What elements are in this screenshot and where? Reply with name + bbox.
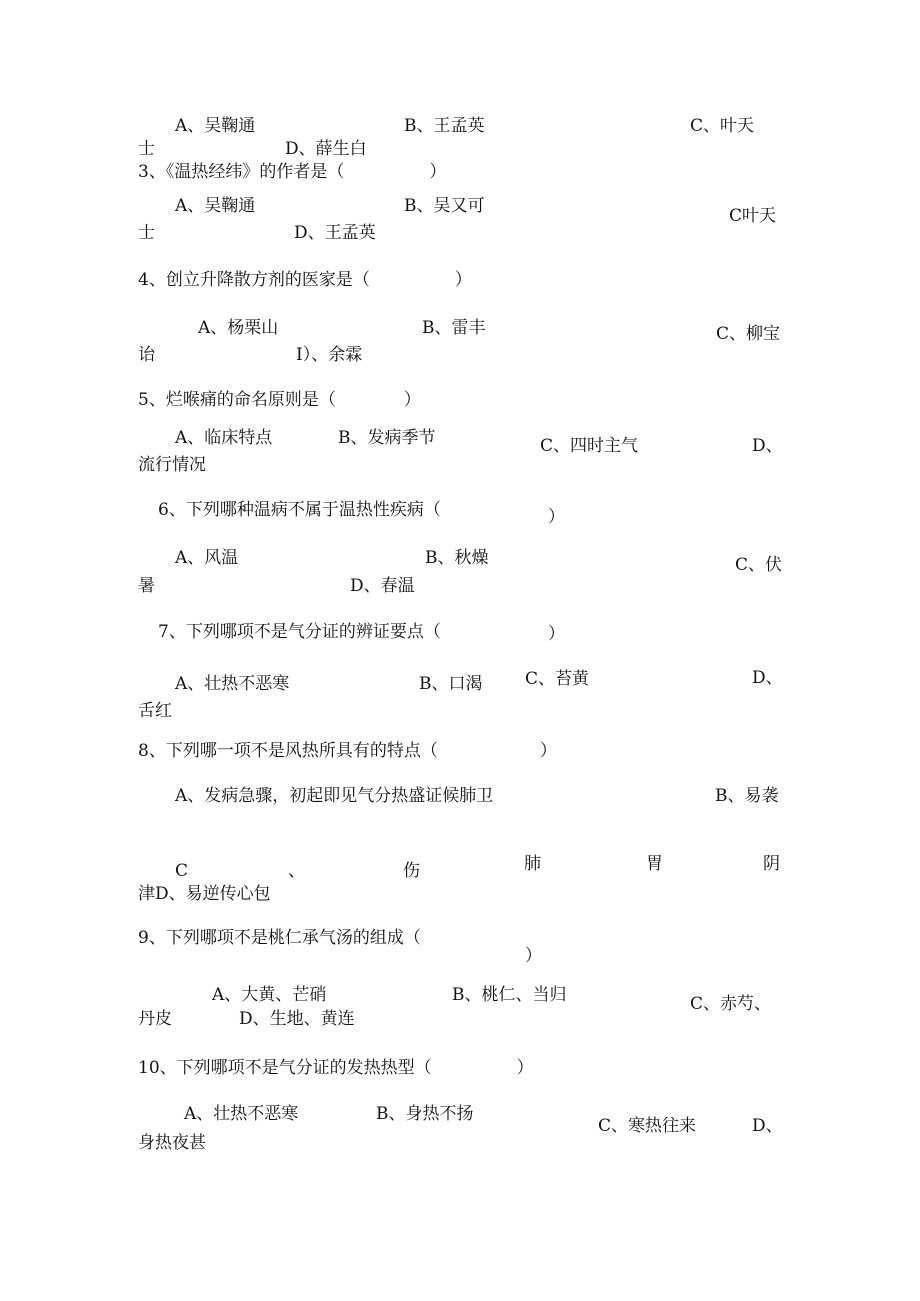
q3-option-b: B、吴又可 xyxy=(404,196,485,216)
q9-stem: 9、下列哪项不是桃仁承气汤的组成（ xyxy=(138,928,421,948)
q3-option-c-cont: 士 xyxy=(138,223,155,243)
q9-option-b: B、桃仁、当归 xyxy=(452,985,567,1005)
q10-option-d-cont: 身热夜甚 xyxy=(138,1133,206,1153)
q2-option-b: B、王孟英 xyxy=(404,116,485,136)
q5-option-a: A、临床特点 xyxy=(175,428,273,448)
q7-stem-close: ） xyxy=(548,624,565,644)
q8-option-c-char1: 伤 xyxy=(403,861,420,881)
q7-stem: 7、下列哪项不是气分证的辨证要点（ xyxy=(158,622,441,642)
q3-stem: 3、《温热经纬》的作者是（ ） xyxy=(138,162,447,182)
q6-option-d: D、春温 xyxy=(350,576,415,596)
q4-option-b: B、雷丰 xyxy=(422,318,486,338)
q9-option-a: A、大黄、芒硝 xyxy=(212,985,327,1005)
q8-option-c-cont-d: 津D、易逆传心包 xyxy=(138,884,271,904)
q6-option-c-cont: 暑 xyxy=(138,576,155,596)
q8-option-c-char2: 肺 xyxy=(524,854,541,874)
q9-option-c-cont: 丹皮 xyxy=(138,1009,172,1029)
q4-option-a: A、杨栗山 xyxy=(198,318,279,338)
q7-option-d-cont: 舌红 xyxy=(138,701,172,721)
q10-option-a: A、壮热不恶寒 xyxy=(184,1104,299,1124)
q5-stem: 5、烂喉痛的命名原则是（ ） xyxy=(138,390,421,410)
q2-option-c: C、叶天 xyxy=(690,116,755,136)
q10-option-b: B、身热不扬 xyxy=(376,1104,474,1124)
q7-option-c: C、苔黄 xyxy=(525,669,590,689)
q3-option-d: D、王孟英 xyxy=(294,223,376,243)
q6-stem: 6、下列哪种温病不属于温热性疾病（ xyxy=(158,500,441,520)
q4-stem: 4、创立升降散方剂的医家是（ ） xyxy=(138,270,472,290)
q4-option-d: I）、余霖 xyxy=(296,345,363,365)
q4-option-c: C、柳宝 xyxy=(716,324,781,344)
q2-option-c-cont: 士 xyxy=(138,139,155,159)
q10-option-d: D、 xyxy=(752,1116,783,1136)
q7-option-a: A、壮热不恶寒 xyxy=(175,674,290,694)
q5-option-c: C、四时主气 xyxy=(540,436,639,456)
q3-option-a: A、吴鞠通 xyxy=(175,196,256,216)
q8-option-c-letter: C xyxy=(175,861,189,881)
q7-option-b: B、口渴 xyxy=(419,674,483,694)
q6-option-b: B、秋燥 xyxy=(425,548,489,568)
q7-option-d: D、 xyxy=(752,668,783,688)
q9-option-d: D、生地、黄连 xyxy=(239,1009,355,1029)
q9-stem-close: ） xyxy=(525,946,542,966)
q3-option-c: C叶天 xyxy=(729,206,777,226)
q4-option-c-cont: 诒 xyxy=(138,345,155,365)
q9-option-c: C、赤芍、 xyxy=(690,994,772,1014)
q8-option-c-char3: 胃 xyxy=(646,854,663,874)
q6-option-a: A、风温 xyxy=(175,548,239,568)
q6-option-c: C、伏 xyxy=(735,555,783,575)
q8-option-b: B、易袭 xyxy=(715,786,779,806)
q8-option-a: A、发病急骤，初起即见气分热盛证候肺卫 xyxy=(175,786,494,806)
q2-option-d: D、薛生白 xyxy=(285,139,367,159)
q10-stem: 10、下列哪项不是气分证的发热热型（ ） xyxy=(138,1058,534,1078)
q5-option-d: D、 xyxy=(752,436,783,456)
q8-stem: 8、下列哪一项不是风热所具有的特点（ ） xyxy=(138,741,557,761)
q10-option-c: C、寒热往来 xyxy=(598,1116,697,1136)
q5-option-d-cont: 流行情况 xyxy=(138,455,206,475)
q8-option-c-sep: 、 xyxy=(288,861,305,881)
q2-option-a: A、吴鞠通 xyxy=(175,116,256,136)
q8-option-c-char4: 阴 xyxy=(763,854,780,874)
q6-stem-close: ） xyxy=(548,507,565,527)
q5-option-b: B、发病季节 xyxy=(338,428,436,448)
